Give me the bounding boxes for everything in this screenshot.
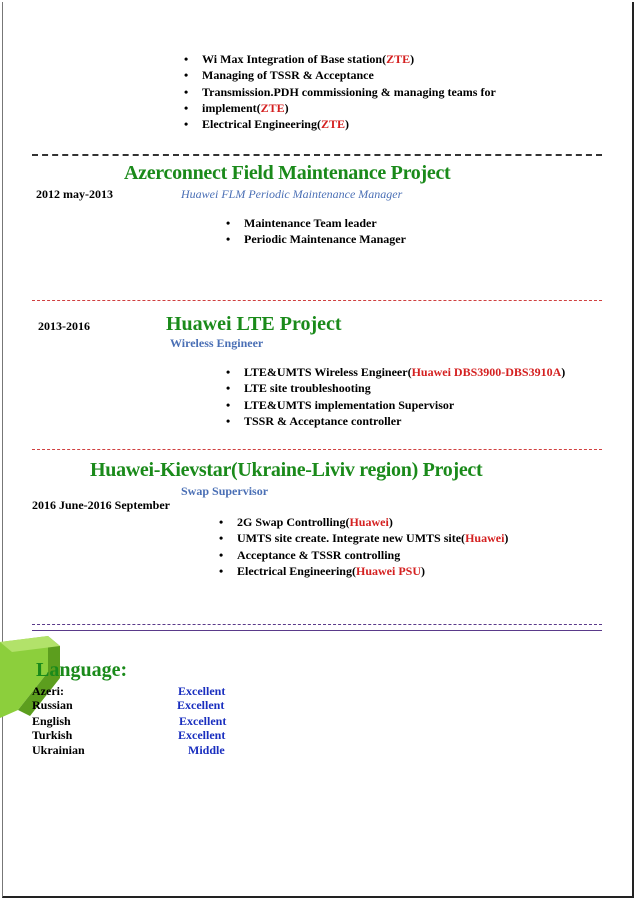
bullet-text: LTE&UMTS implementation Supervisor [244, 397, 455, 412]
language-level: Excellent [178, 728, 226, 742]
bullet-text: LTE site troubleshooting [244, 381, 371, 396]
page-border [2, 2, 634, 898]
section-divider-4b [32, 630, 602, 631]
company-name: ZTE [320, 117, 345, 132]
bullet-text: UMTS site create. Integrate new UMTS site( [237, 531, 466, 546]
bullet-item [222, 231, 406, 247]
bullet-text: ) [561, 365, 566, 379]
language-name: Russian [32, 698, 73, 712]
bullet-item [222, 413, 565, 429]
section-divider-1 [32, 154, 602, 156]
language-row-turkish [32, 728, 292, 743]
bullet-text: implement( [202, 100, 261, 115]
bullet-item [222, 380, 565, 396]
bullet-text: Transmission.PDH commissioning & managing teams for [202, 84, 496, 99]
project-date-lte: 2013-2016 [38, 319, 90, 333]
company-name: Huawei DBS3900-DBS3910A [411, 365, 562, 379]
project-bullets-lte [222, 364, 565, 429]
bullet-item [180, 51, 496, 67]
language-level: Middle [188, 743, 225, 757]
bullet-text: Electrical Engineering( [202, 117, 321, 132]
language-level: Excellent [179, 714, 227, 728]
bullet-text: ) [345, 117, 349, 132]
language-row-russian [32, 698, 292, 713]
project-role-kievstar: Swap Supervisor [181, 484, 269, 498]
top-bullet-list [180, 51, 496, 132]
bullet-item [180, 116, 496, 132]
language-row-ukrainian [32, 743, 292, 758]
language-name: Turkish [32, 728, 73, 742]
company-name: Huawei PSU [355, 563, 421, 578]
language-row-azeri [32, 684, 292, 699]
section-divider-4a [32, 624, 602, 625]
project-bullets-azerconnect [222, 215, 406, 248]
bullet-text: ) [421, 563, 425, 578]
project-title-azerconnect: Azerconnect Field Maintenance Project [124, 162, 451, 184]
language-name: Azeri: [32, 684, 64, 698]
company-name: ZTE [260, 100, 285, 115]
bullet-text: ) [504, 531, 509, 546]
bullet-text: Wi Max Integration of Base station( [202, 52, 387, 66]
bullet-text: ) [410, 52, 415, 66]
language-name: Ukrainian [32, 743, 85, 757]
section-divider-2 [32, 300, 602, 301]
language-row-english [32, 714, 292, 729]
project-title-lte: Huawei LTE Project [166, 313, 342, 335]
language-heading: Language: [36, 659, 128, 681]
bullet-text: Periodic Maintenance Manager [244, 232, 406, 247]
bullet-text: TSSR & Acceptance controller [244, 413, 402, 428]
bullet-item [222, 215, 406, 231]
bullet-item [222, 397, 565, 413]
company-name: ZTE [386, 52, 411, 66]
section-divider-3 [32, 449, 602, 450]
bullet-item [180, 100, 496, 116]
project-title-kievstar: Huawei-Kievstar(Ukraine-Liviv region) Project [90, 459, 483, 481]
bullet-item [215, 530, 508, 546]
project-role-lte: Wireless Engineer [170, 336, 264, 350]
bullet-item [180, 67, 496, 83]
bullet-text: LTE&UMTS Wireless Engineer( [244, 365, 412, 379]
project-role-azerconnect: Huawei FLM Periodic Maintenance Manager [181, 187, 403, 201]
bullet-item [215, 514, 508, 530]
project-date-azerconnect: 2012 may-2013 [36, 187, 113, 201]
bullet-text: Maintenance Team leader [244, 216, 377, 230]
bullet-text: Electrical Engineering( [237, 563, 356, 578]
bullet-text: Managing of TSSR & Acceptance [202, 68, 374, 83]
language-level: Excellent [178, 684, 226, 698]
bullet-text: Acceptance & TSSR controlling [237, 547, 401, 562]
language-name: English [32, 714, 71, 728]
language-level: Excellent [177, 698, 225, 712]
bullet-text: ) [388, 515, 393, 529]
bullet-item [180, 84, 496, 100]
company-name: Huawei [465, 531, 505, 546]
bullet-text: ) [284, 100, 289, 115]
project-date-kievstar: 2016 June-2016 September [32, 498, 170, 512]
project-bullets-kievstar [215, 514, 508, 579]
company-name: Huawei [349, 515, 389, 529]
bullet-item [222, 364, 565, 380]
bullet-item [215, 547, 508, 563]
bullet-item [215, 563, 508, 579]
bullet-text: 2G Swap Controlling( [237, 515, 350, 529]
